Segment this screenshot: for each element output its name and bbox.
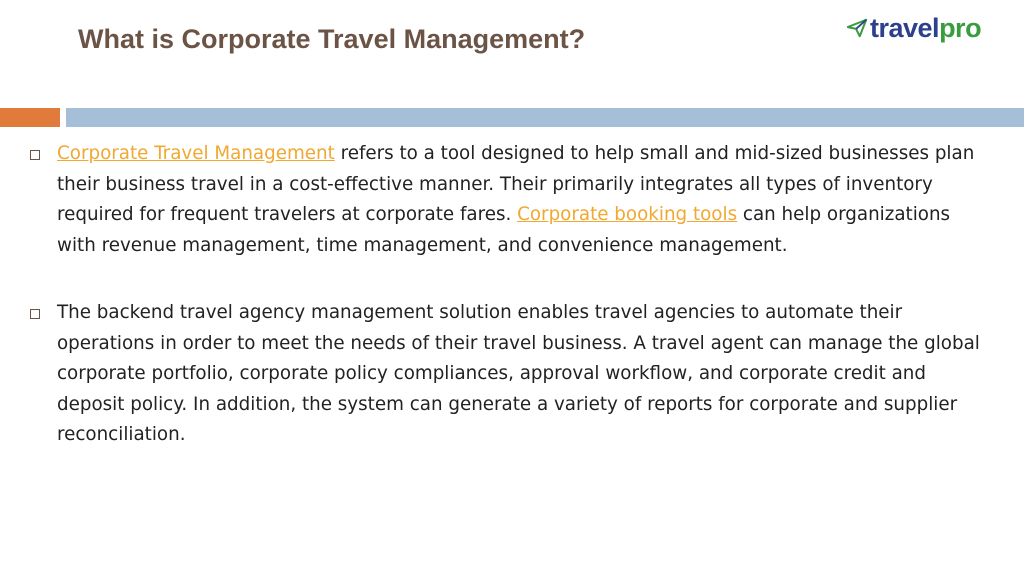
accent-bar (0, 108, 60, 127)
bullet-list (30, 139, 980, 451)
bullet-text-part: can help organizations with revenue management, time management, and convenience management. (57, 204, 951, 256)
bullet-text (57, 139, 980, 261)
paper-plane-icon (846, 17, 868, 39)
bullet-text: The backend travel agency management solution enables travel agencies to automate their operations in order to meet the needs of their travel business. A travel agent can manage the global corporate portfolio, corporate policy compliances, approval workflow, and corporate credit and deposit policy. In addition, the system can generate a variety of reports for corporate and supplier reconciliation. (57, 302, 980, 445)
bullet-square-icon (30, 309, 40, 319)
logo-text-pro: pro (939, 12, 982, 43)
corporate-travel-management-link[interactable]: Corporate Travel Management (57, 143, 335, 164)
bullet-text-part: refers to a tool designed to help small and mid-sized businesses plan their business travel in a cost-effective manner. Their primarily integrates all types of inventory required for frequent travelers at corporate fares. (57, 143, 975, 225)
bullet-item (30, 298, 980, 451)
bullet-square-icon (30, 150, 40, 160)
corporate-booking-tools-link[interactable]: Corporate booking tools (517, 204, 738, 225)
logo-text-travel: travel (870, 12, 940, 43)
bullet-item (30, 139, 980, 261)
travelopro-logo (846, 12, 981, 44)
logo-wordmark (870, 12, 982, 43)
divider-bar (66, 108, 1024, 127)
slide-title: What is Corporate Travel Management? (78, 24, 586, 54)
